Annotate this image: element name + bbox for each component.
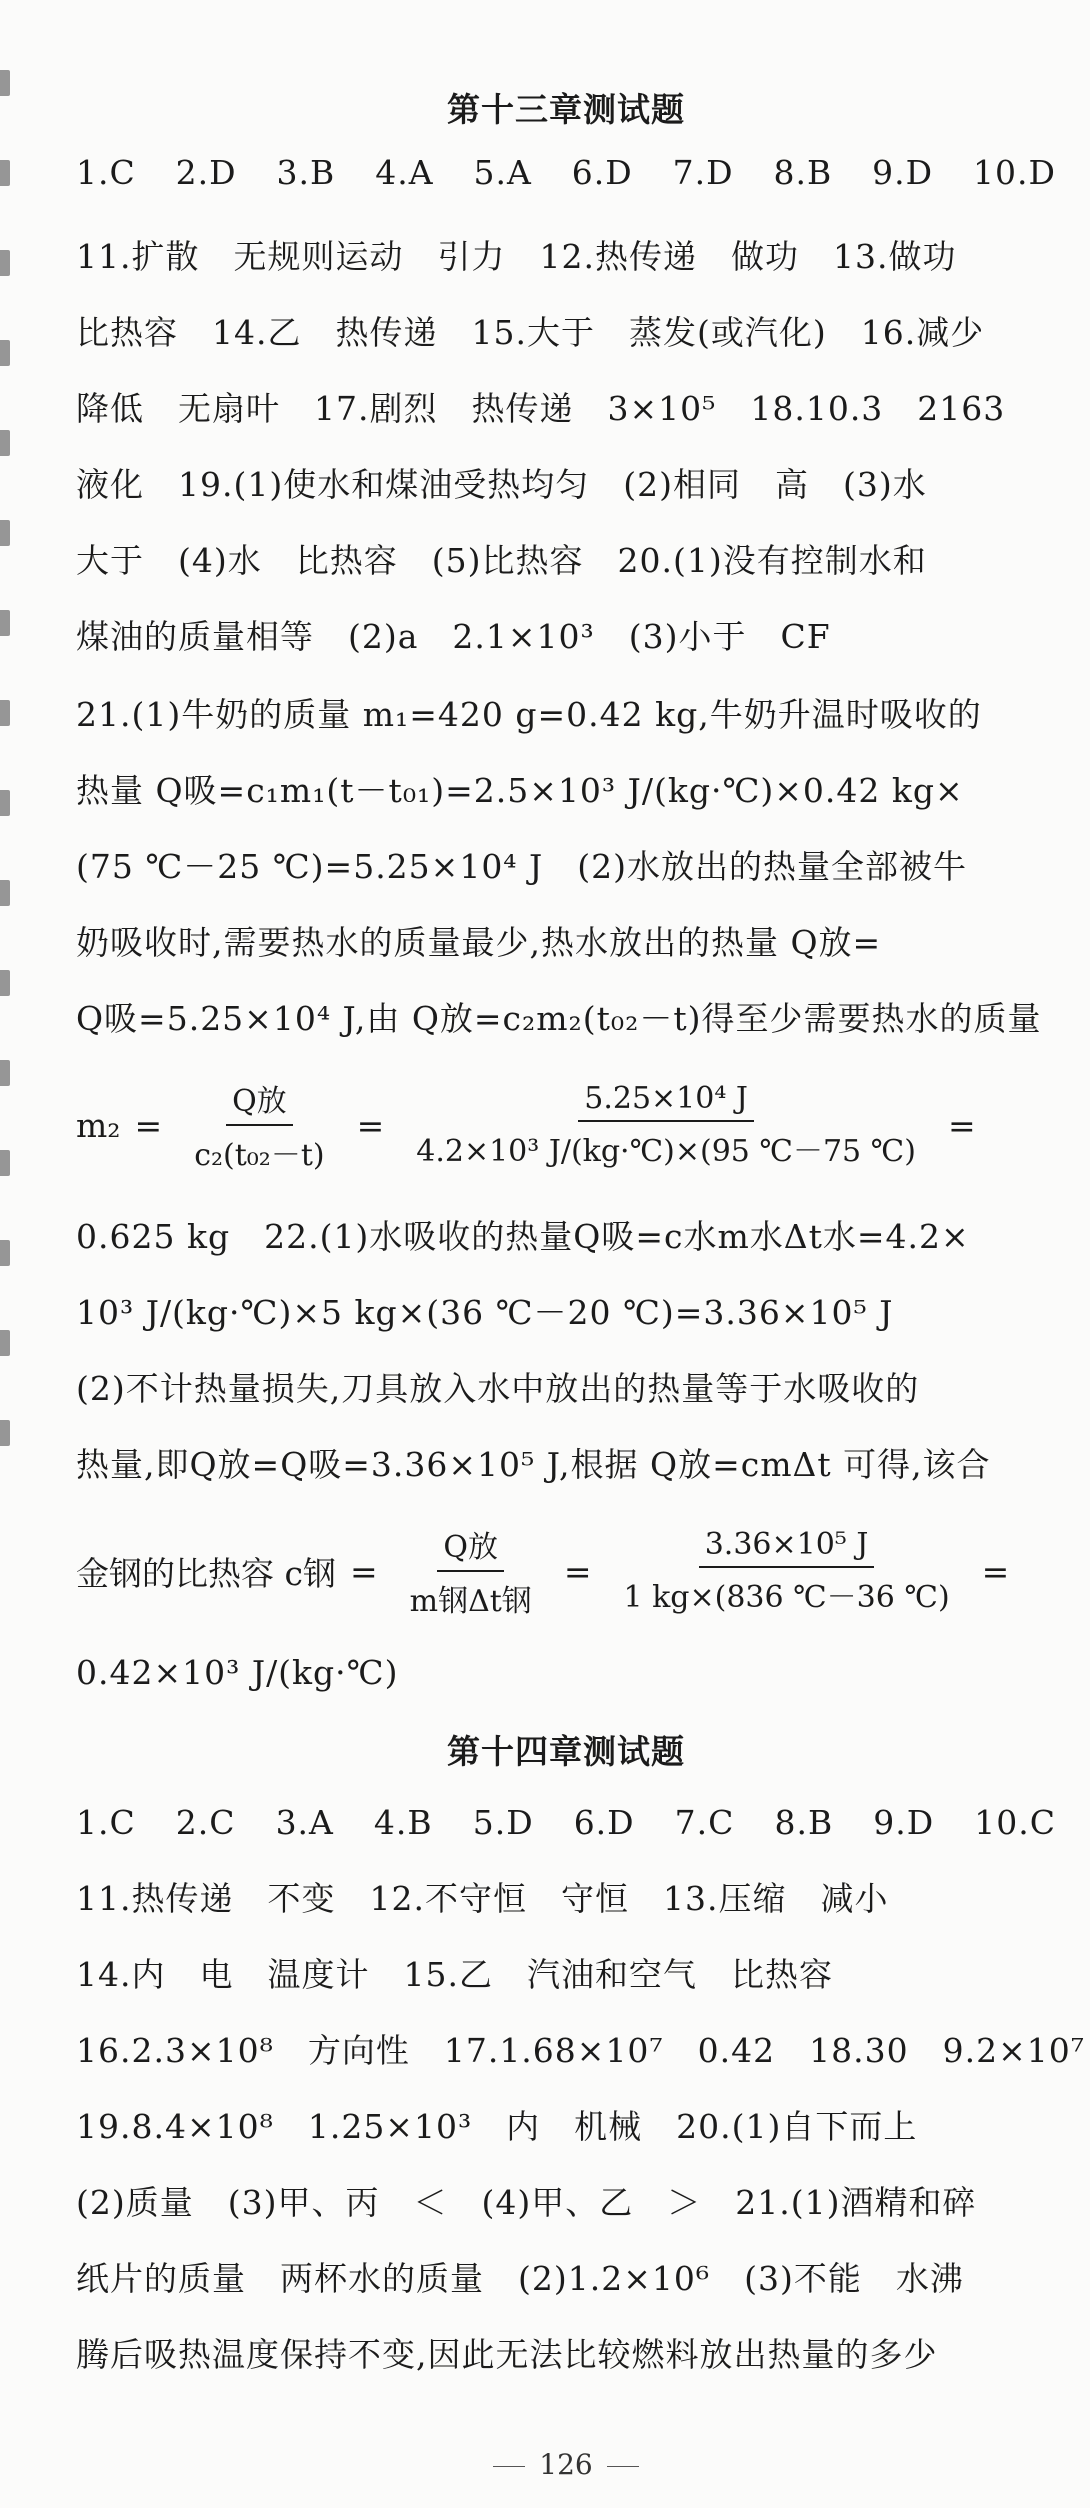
answer-line: 19.8.4×10⁸ 1.25×10³ 内 机械 20.(1)自下而上 [76, 2107, 918, 2146]
denominator: 1 kg×(836 ℃－36 ℃) [623, 1579, 950, 1615]
answer-line: 11.热传递 不变 12.不守恒 守恒 13.压缩 减小 [76, 1879, 889, 1918]
answer-item: 4.A [375, 153, 434, 192]
answer-line: 腾后吸热温度保持不变,因此无法比较燃料放出热量的多少 [76, 2335, 938, 2374]
answer-item: 1.C [76, 153, 136, 192]
answer-line: (2)不计热量损失,刀具放入水中放出的热量等于水吸收的 [76, 1369, 920, 1408]
equation-lhs: 金钢的比热容 c钢 [76, 1553, 336, 1593]
equation-hot-water-mass: m₂ = $\frac{\text{Q放}}{\text{c₂(t₀₂－t)}}$ = $\frac{\text{5.25×10⁴ J}}{\text{4.2×10³ J/(kg·℃)×(95 ℃－75 ℃)}}$ = [76, 1070, 1056, 1180]
answer-line: 比热容 14.乙 热传递 15.大于 蒸发(或汽化) 16.减少 [76, 313, 985, 352]
answer-line: 煤油的质量相等 (2)a 2.1×10³ (3)小于 CF [76, 617, 831, 656]
answer-item: 8.B [774, 1803, 834, 1842]
answer-line: 液化 19.(1)使水和煤油受热均匀 (2)相同 高 (3)水 [76, 465, 927, 504]
answer-item: 1.C [76, 1803, 136, 1842]
answer-line: 11.扩散 无规则运动 引力 12.热传递 做功 13.做功 [76, 237, 957, 276]
answer-line: 奶吸收时,需要热水的质量最少,热水放出的热量 Q放= [76, 923, 882, 962]
equation-specific-heat: 金钢的比热容 c钢 = $\frac{\text{Q放}}{\text{m钢Δt钢}}$ = $\frac{\text{3.36×10⁵ J}}{1 kg\times(836 ℃-36 ℃)}$ = [76, 1516, 1056, 1626]
answer-line: 21.(1)牛奶的质量 m₁=420 g=0.42 kg,牛奶升温时吸收的 [76, 695, 982, 734]
answer-item: 6.D [571, 153, 633, 192]
numerator: Q放 [226, 1076, 293, 1126]
answer-line: 降低 无扇叶 17.剧烈 热传递 3×10⁵ 18.10.3 2163 [76, 389, 1006, 428]
chapter14-choice-answers [76, 1800, 1056, 1846]
answer-line: 热量 Q吸=c₁m₁(t－t₀₁)=2.5×10³ J/(kg·℃)×0.42 kg× [76, 771, 964, 810]
denominator: 4.2×10³ J/(kg·℃)×(95 ℃－75 ℃) [416, 1133, 916, 1169]
answer-line: 纸片的质量 两杯水的质量 (2)1.2×10⁶ (3)不能 水沸 [76, 2259, 964, 2298]
page-number-text: 126 [539, 2448, 593, 2481]
answer-item: 8.B [773, 153, 833, 192]
equation-lhs: m₂ [76, 1105, 121, 1145]
answer-item: 5.D [472, 1803, 534, 1842]
answer-item: 10.C [974, 1803, 1056, 1842]
chapter14-title: 第十四章测试题 [447, 1732, 685, 1771]
answer-line: 0.625 kg 22.(1)水吸收的热量Q吸=c水m水Δt水=4.2× [76, 1217, 970, 1256]
answer-line: 大于 (4)水 比热容 (5)比热容 20.(1)没有控制水和 [76, 541, 927, 580]
answer-item: 5.A [473, 153, 532, 192]
answer-item: 6.D [573, 1803, 635, 1842]
numerator: 3.36×10⁵ J [699, 1527, 875, 1568]
answer-line: (75 ℃－25 ℃)=5.25×10⁴ J (2)水放出的热量全部被牛 [76, 847, 968, 886]
denominator: c₂(t₀₂－t) [194, 1138, 325, 1173]
answer-item: 2.C [175, 1803, 236, 1842]
denominator: m钢Δt钢 [409, 1584, 532, 1619]
answer-item: 7.C [674, 1803, 735, 1842]
answer-item: 4.B [373, 1803, 433, 1842]
fraction [188, 1076, 330, 1174]
answer-line: 10³ J/(kg·℃)×5 kg×(36 ℃－20 ℃)=3.36×10⁵ J [76, 1293, 894, 1332]
chapter13-title: 第十三章测试题 [447, 90, 685, 129]
answer-item: 9.D [873, 1803, 935, 1842]
answer-item: 2.D [175, 153, 237, 192]
answer-line: 16.2.3×10⁸ 方向性 17.1.68×10⁷ 0.42 18.30 9.2×10⁷ [76, 2031, 1085, 2070]
answer-line: (2)质量 (3)甲、丙 ＜ (4)甲、乙 ＞ 21.(1)酒精和碎 [76, 2183, 977, 2222]
answer-item: 3.A [275, 1803, 334, 1842]
answer-item: 3.B [276, 153, 336, 192]
binding-edge-marks [0, 0, 14, 1520]
answer-line: 0.42×10³ J/(kg·℃) [76, 1653, 399, 1692]
numerator: 5.25×10⁴ J [578, 1081, 754, 1122]
page-number [76, 2448, 1056, 2481]
fraction [410, 1081, 922, 1170]
answer-item: 7.D [672, 153, 734, 192]
fraction [404, 1522, 538, 1620]
answer-item: 9.D [872, 153, 934, 192]
chapter13-choice-answers [76, 150, 1056, 196]
answer-line: Q吸=5.25×10⁴ J,由 Q放=c₂m₂(t₀₂－t)得至少需要热水的质量 [76, 999, 1042, 1038]
answer-item: 10.D [973, 153, 1056, 192]
numerator: Q放 [437, 1522, 504, 1572]
fraction [617, 1527, 955, 1616]
answer-line: 热量,即Q放=Q吸=3.36×10⁵ J,根据 Q放=cmΔt 可得,该合 [76, 1445, 991, 1484]
answer-line: 14.内 电 温度计 15.乙 汽油和空气 比热容 [76, 1955, 833, 1994]
